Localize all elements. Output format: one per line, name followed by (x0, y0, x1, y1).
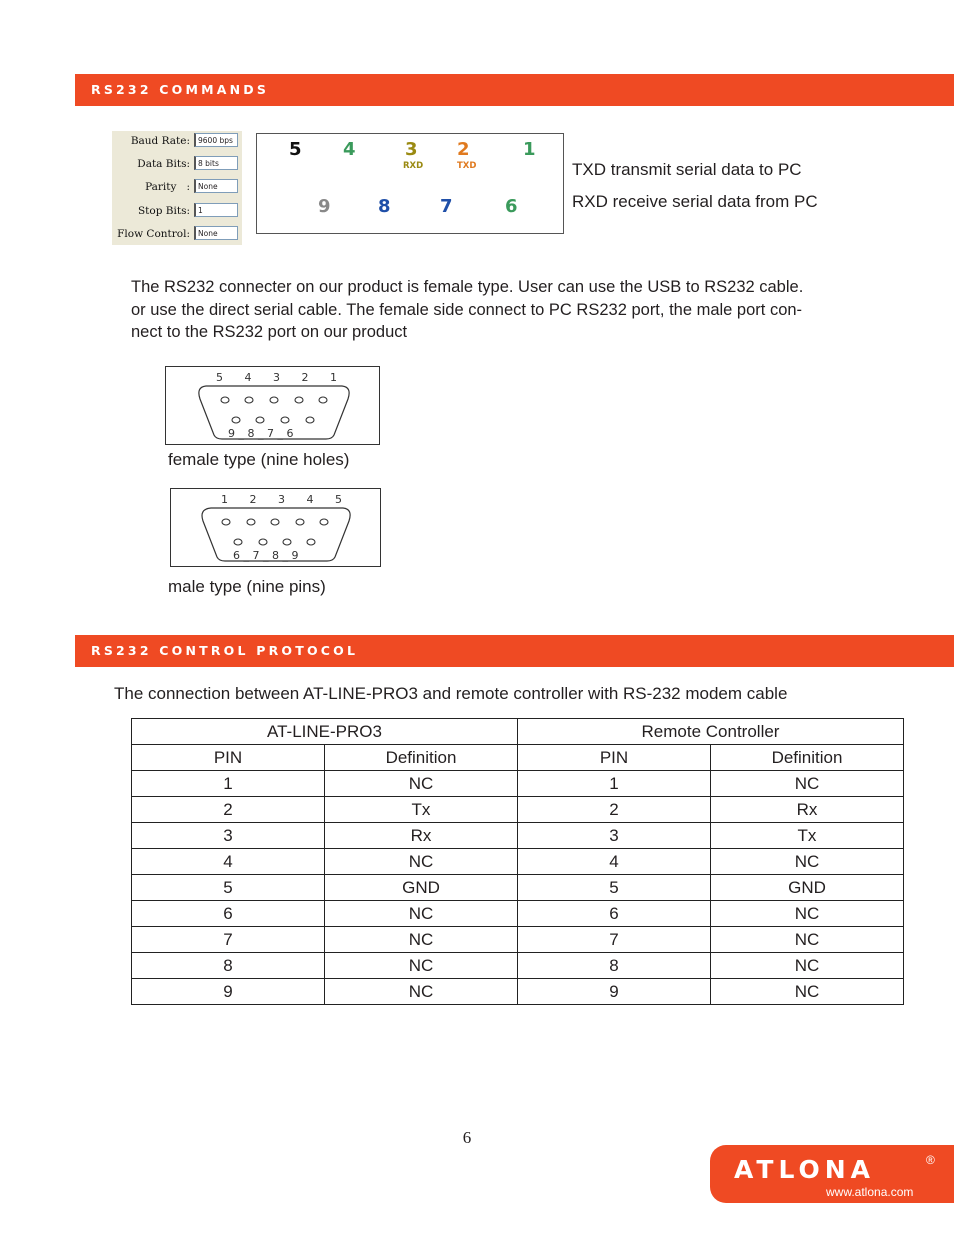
table-row (132, 953, 904, 979)
cell-pin-left: 4 (132, 849, 325, 875)
cell-definition-right: NC (711, 979, 904, 1005)
cell-definition-right: NC (711, 901, 904, 927)
cell-definition-left: NC (325, 927, 518, 953)
cell-pin-right: 4 (518, 849, 711, 875)
cell-definition-left: Rx (325, 823, 518, 849)
header-pin-left: PIN (132, 745, 325, 771)
website-url: www.atlona.com (826, 1185, 914, 1199)
cell-definition-right: GND (711, 875, 904, 901)
cell-definition-left: GND (325, 875, 518, 901)
atlona-logo (710, 1145, 954, 1203)
cell-definition-right: NC (711, 953, 904, 979)
cell-pin-left: 7 (132, 927, 325, 953)
flow-control-row (112, 226, 242, 242)
group-remote-controller: Remote Controller (518, 719, 904, 745)
header-definition-right: Definition (711, 745, 904, 771)
female-top-labels: 5 4 3 2 1 (216, 371, 346, 384)
pin-7: 7 (440, 196, 453, 217)
cell-pin-left: 2 (132, 797, 325, 823)
pin-number-diagram (256, 133, 564, 234)
pin-1: 1 (523, 139, 536, 160)
cell-pin-right: 5 (518, 875, 711, 901)
cell-pin-right: 8 (518, 953, 711, 979)
stop-bits-row (112, 203, 242, 219)
cell-definition-right: Rx (711, 797, 904, 823)
cell-definition-left: NC (325, 953, 518, 979)
male-connector-icon (171, 489, 380, 566)
table-row (132, 927, 904, 953)
page-number: 6 (462, 1128, 472, 1147)
baud-rate-field[interactable]: 9600 bps (194, 133, 238, 147)
cell-pin-right: 3 (518, 823, 711, 849)
flow-control-field[interactable]: None (194, 226, 238, 240)
flow-control-label: Flow Control: (117, 228, 190, 240)
cell-pin-right: 6 (518, 901, 711, 927)
pin-5: 5 (289, 139, 302, 160)
cell-pin-right: 9 (518, 979, 711, 1005)
female-connector-icon (166, 367, 379, 444)
pin-9: 9 (318, 196, 331, 217)
cell-definition-right: Tx (711, 823, 904, 849)
cell-definition-left: Tx (325, 797, 518, 823)
cell-pin-left: 6 (132, 901, 325, 927)
baud-rate-row (112, 133, 242, 149)
cell-definition-left: NC (325, 901, 518, 927)
cell-pin-left: 8 (132, 953, 325, 979)
cell-pin-left: 3 (132, 823, 325, 849)
description-line-3: nect to the RS232 port on our product (131, 323, 408, 341)
pin-3: 3 (405, 139, 418, 160)
pin-2: 2 (457, 139, 470, 160)
connection-intro: The connection between AT-LINE-PRO3 and remote controller with RS-232 modem cable (114, 684, 788, 703)
parity-row (112, 179, 242, 195)
table-column-header (132, 745, 904, 771)
group-at-line-pro3: AT-LINE-PRO3 (132, 719, 518, 745)
parity-field[interactable]: None (194, 179, 238, 193)
pin-4: 4 (343, 139, 356, 160)
cell-definition-right: NC (711, 771, 904, 797)
cell-definition-left: NC (325, 979, 518, 1005)
cell-pin-left: 5 (132, 875, 325, 901)
logo-text: ATLONA (734, 1155, 876, 1184)
male-connector-diagram (170, 488, 381, 567)
cell-pin-right: 2 (518, 797, 711, 823)
cell-pin-left: 1 (132, 771, 325, 797)
section-header-rs232-commands: RS232 COMMANDS (75, 74, 954, 106)
data-bits-row (112, 156, 242, 172)
description-line-2: or use the direct serial cable. The female side connect to PC RS232 port, the male port con- (131, 300, 803, 319)
cell-definition-left: NC (325, 771, 518, 797)
section-header-rs232-control-protocol: RS232 CONTROL PROTOCOL (75, 635, 954, 667)
baud-rate-label: Baud Rate: (130, 135, 190, 147)
cell-definition-right: NC (711, 927, 904, 953)
cell-pin-right: 7 (518, 927, 711, 953)
pin-8: 8 (378, 196, 391, 217)
txd-legend: TXD transmit serial data to PC (572, 160, 802, 179)
cell-pin-left: 9 (132, 979, 325, 1005)
stop-bits-label: Stop Bits: (137, 205, 190, 217)
header-definition-left: Definition (325, 745, 518, 771)
table-row (132, 797, 904, 823)
description-line-1: The RS232 connecter on our product is female type. User can use the USB to RS232 cable. (131, 278, 804, 296)
table-row (132, 901, 904, 927)
female-bottom-labels: 9 _ 8 _ 7 _ 6 (228, 427, 294, 440)
rxd-label: RXD (403, 161, 424, 171)
pin-mapping-table (131, 718, 904, 1005)
table-row (132, 875, 904, 901)
stop-bits-field[interactable]: 1 (194, 203, 238, 217)
table-row (132, 823, 904, 849)
table-group-header (132, 719, 904, 745)
female-connector-diagram (165, 366, 380, 445)
cell-definition-right: NC (711, 849, 904, 875)
serial-settings-panel (112, 131, 242, 245)
male-top-labels: 1 2 3 4 5 (221, 493, 351, 506)
table-row (132, 771, 904, 797)
header-pin-right: PIN (518, 745, 711, 771)
female-caption: female type (nine holes) (168, 450, 350, 469)
data-bits-field[interactable]: 8 bits (194, 156, 238, 170)
male-bottom-labels: 6 _ 7 _ 8 _ 9 (233, 549, 299, 562)
male-caption: male type (nine pins) (168, 577, 326, 596)
data-bits-label: Data Bits: (137, 158, 190, 170)
parity-label: Parity : (145, 181, 190, 193)
registered-mark: ® (926, 1153, 935, 1167)
connector-description (131, 276, 901, 344)
cell-definition-left: NC (325, 849, 518, 875)
table-row (132, 849, 904, 875)
rxd-legend: RXD receive serial data from PC (572, 192, 818, 211)
cell-pin-right: 1 (518, 771, 711, 797)
pin-6: 6 (505, 196, 518, 217)
table-row (132, 979, 904, 1005)
txd-label: TXD (457, 161, 477, 171)
